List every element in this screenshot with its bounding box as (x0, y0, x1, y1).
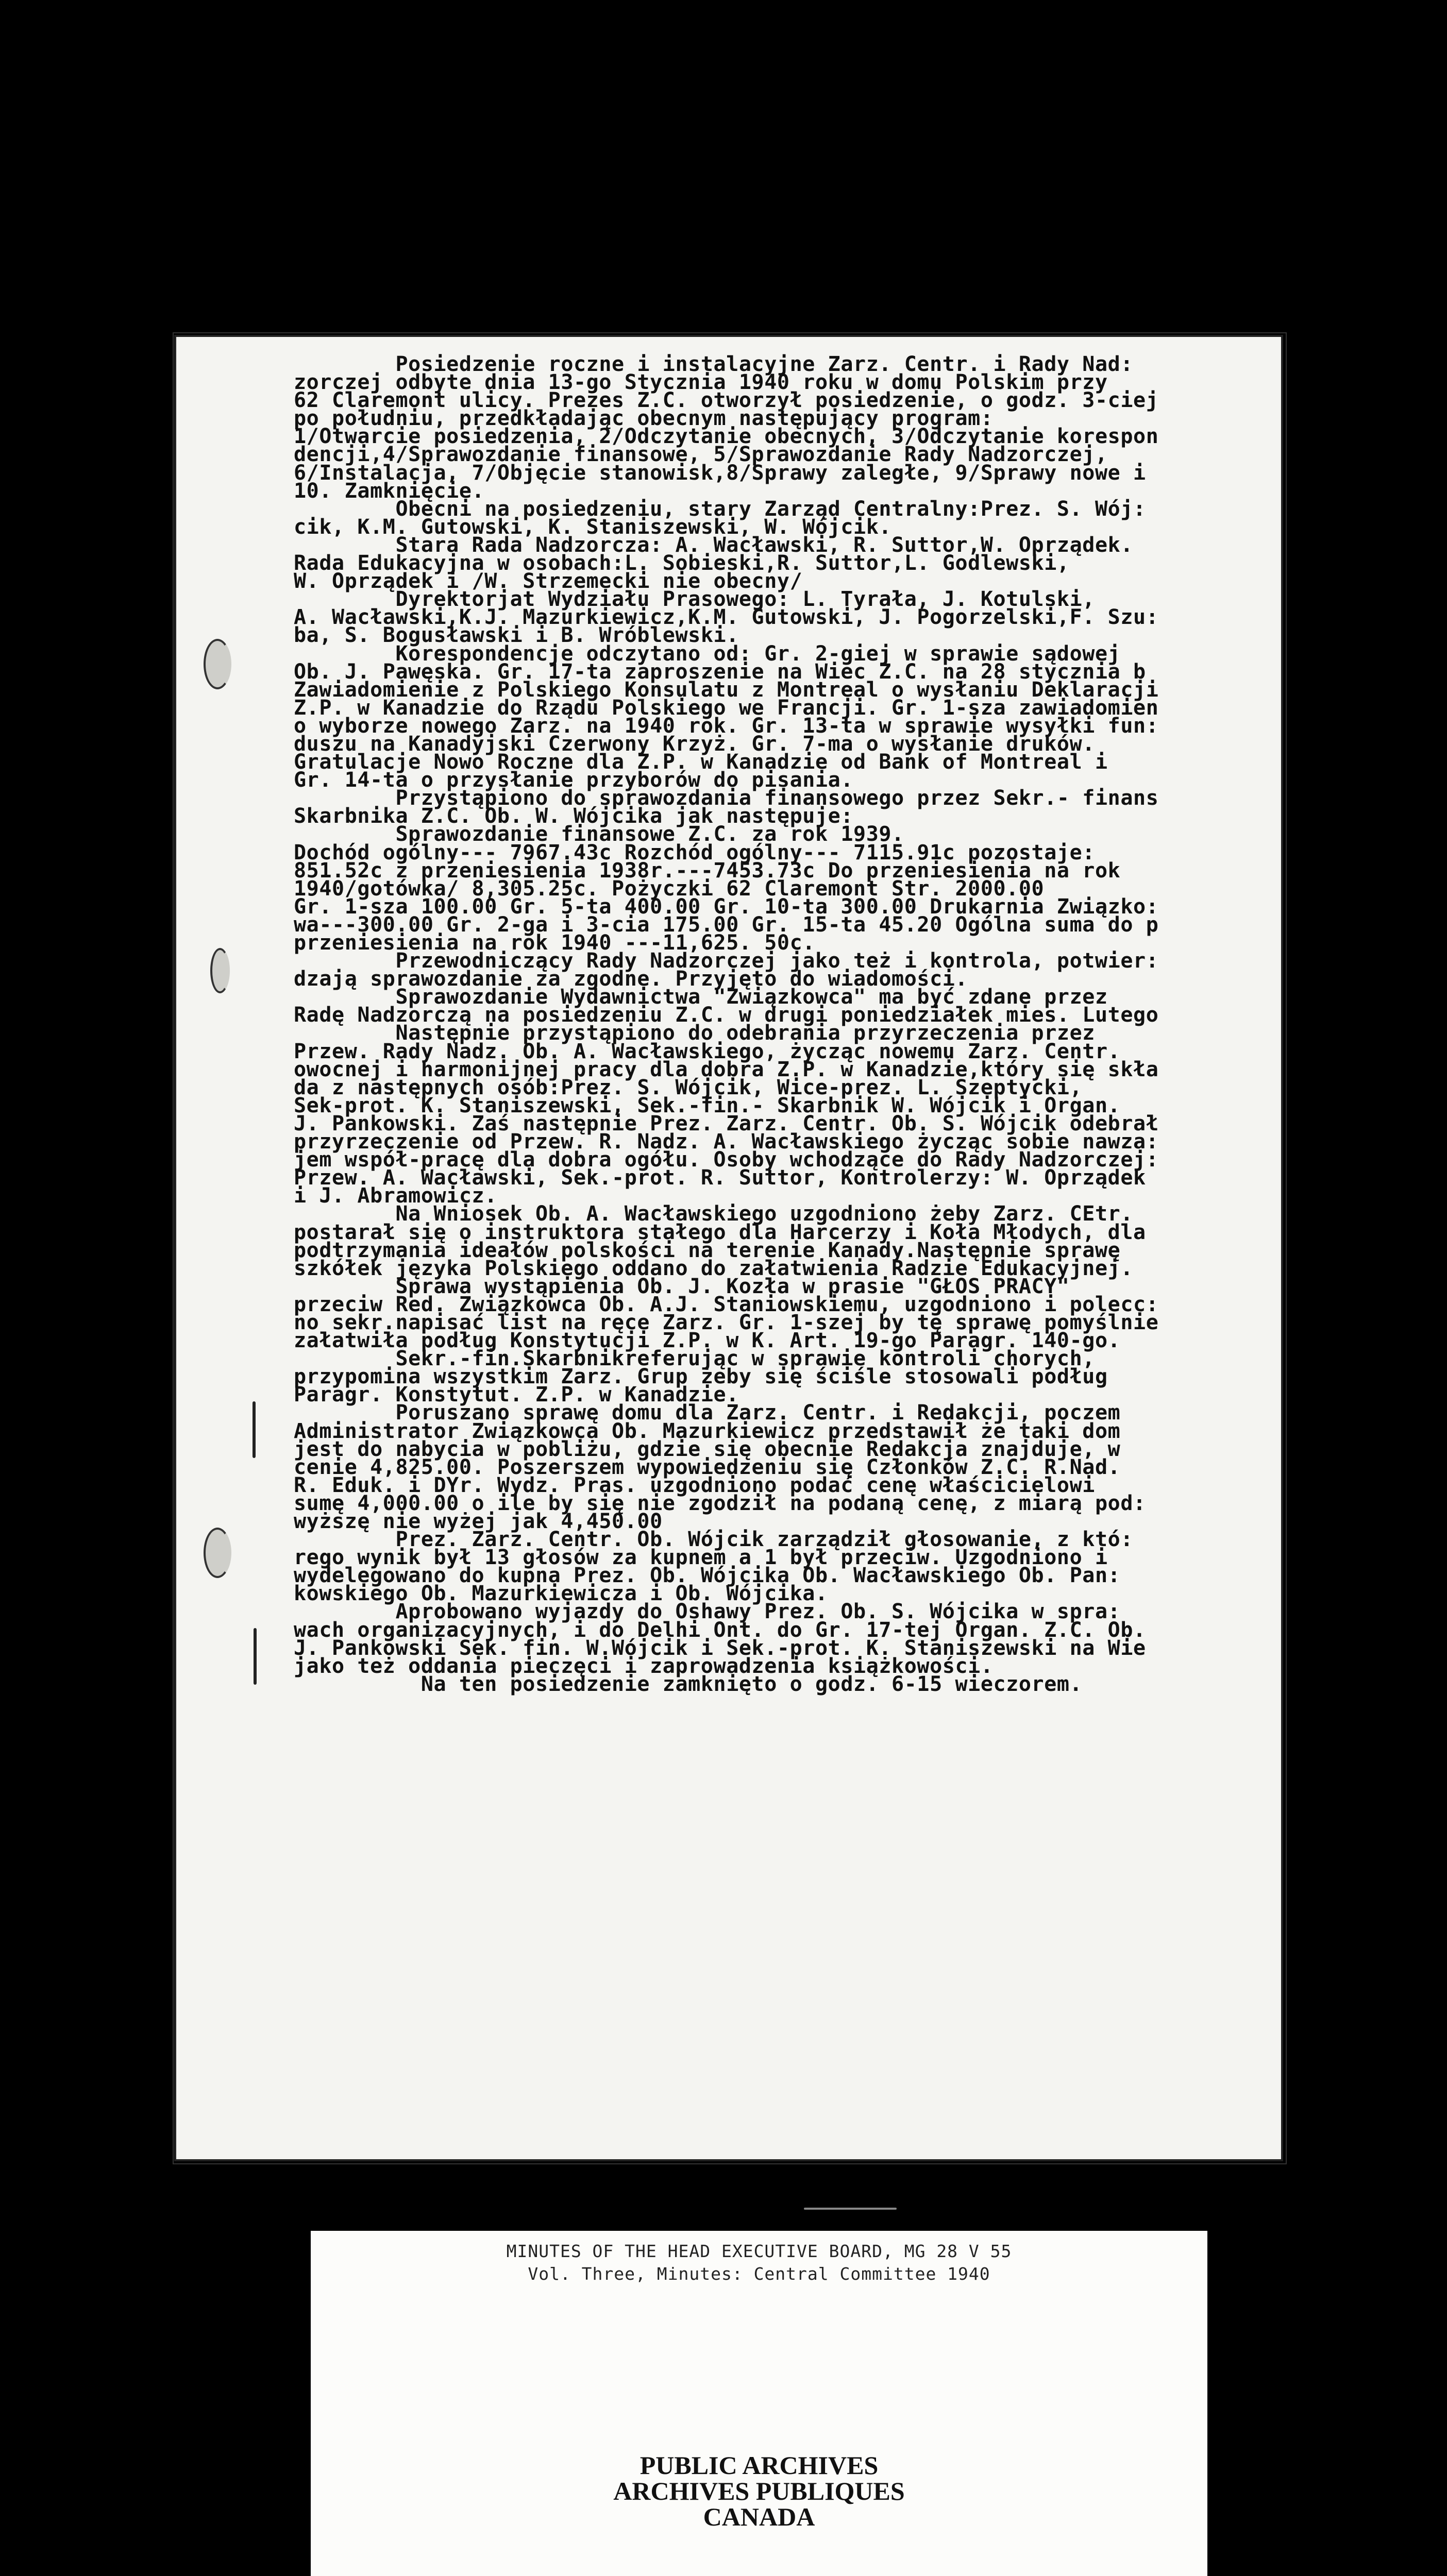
text-line: dencji,4/Sprawozdanie finansowe, 5/Sprawozdanie Rady Nadzorczej, (294, 443, 1108, 467)
text-line: Następnie przystąpiono do odebrania przyrzeczenia przez (294, 1021, 1095, 1045)
text-line: Sprawozdanie finansowe Z.C. za rok 1939. (294, 822, 904, 846)
text-line: po południu, przedkładając obecnym następujący program: (294, 406, 994, 431)
text-line: 6/Instalacja, 7/Objęcie stanowisk,8/Sprawy zaległe, 9/Sprawy nowe i (294, 461, 1146, 485)
text-line: przyrzeczenie od Przew. R. Nadz. A. Wacławskiego życząc sobie nawza: (294, 1130, 1159, 1154)
text-line: Sekr.-fin.Skarbnikreferując w sprawie kontroli chorych, (294, 1347, 1095, 1371)
text-line: Sek-prot. K. Staniszewski, Sek.-fin.- Skarbnik W. Wójcik i Organ. (294, 1093, 1121, 1117)
text-line: 851.52c z przeniesienia 1938r.---7453.73c Do przeniesienia na rok (294, 858, 1121, 883)
text-line: Obecni na posiedzeniu, stary Zarząd Centralny:Prez. S. Wój: (294, 497, 1146, 521)
text-line: Korespondencje odczytano od: Gr. 2-giej w sprawie sądowej (294, 641, 1121, 666)
text-line: 1/Otwarcie posiedzenia, 2/Odczytanie obecnych, 3/Odczytanie korespon (294, 425, 1159, 449)
text-line: wach organizacyjnych, i do Delhi Ont. do Gr. 17-tej Organ. Z.C. Ob. (294, 1618, 1146, 1642)
text-line: przeniesienia na rok 1940 ---11,625. 50c. (294, 931, 815, 955)
text-line: R. Eduk. i DYr. Wydz. Pras. uzgodniono podać cenę właścicielowi (294, 1473, 1095, 1497)
punch-hole-bottom (204, 1528, 231, 1578)
text-line: jako też oddania pieczęci i zaprowadzenia książkowości. (294, 1654, 994, 1678)
text-line: Na Wniosek Ob. A. Wacławskiego uzgodniono żeby Zarz. CEtr. (294, 1202, 1134, 1226)
label-line-2: Vol. Three, Minutes: Central Committee 1940 (528, 2264, 990, 2284)
text-line: Gr. 14-ta o przysłanie przyborów do pisania. (294, 768, 854, 792)
label-archives-publiques: ARCHIVES PUBLIQUES (613, 2477, 905, 2505)
text-line: owocnej i harmonijnej pracy dla dobra Z.P. w Kanadzie,który się skła (294, 1057, 1159, 1081)
text-line: Gr. 1-sza 100.00 Gr. 5-ta 400.00 Gr. 10-ta 300.00 Drukarnia Związko: (294, 894, 1159, 919)
text-line: Skarbnika Z.C. Ob. W. Wójcika jak następuje: (294, 804, 854, 828)
text-line: Prez. Zarz. Centr. Ob. Wójcik zarządził głosowanie, z któ: (294, 1528, 1134, 1552)
text-line: Paragr. Konstytut. Z.P. w Kanadzie. (294, 1383, 739, 1407)
text-line: Sprawa wystąpienia Ob. J. Kozła w prasie "GŁOS PRACY" (294, 1274, 1070, 1298)
text-line: duszu na Kanadyjski Czerwony Krzyż. Gr. 7-ma o wysłanie druków. (294, 732, 1095, 756)
text-line: Posiedzenie roczne i instalacyjne Zarz. Centr. i Rady Nad: (294, 352, 1134, 376)
text-line: Stara Rada Nadzorcza: A. Wacławski, R. Suttor,W. Oprządek. (294, 533, 1134, 557)
text-line: przeciw Red. Związkowca Ob. A.J. Staniowskiemu, uzgodniono i polecc: (294, 1292, 1159, 1316)
label-public-archives: PUBLIC ARCHIVES (640, 2451, 879, 2480)
text-line: Radę Nadzorczą na posiedzeniu Z.C. w drugi poniedziałek mies. Lutego (294, 1003, 1159, 1027)
text-line: Administrator Związkowca Ob. Mazurkiewicz przedstawił że taki dom (294, 1419, 1121, 1443)
text-line: W. Oprządek i /W. Strzemecki nie obecny/ (294, 569, 803, 594)
punch-hole-top (204, 639, 231, 689)
page-smudge (804, 2208, 897, 2210)
text-line: postarał się o instruktora stałego dla Harcerzy i Koła Młodych, dla (294, 1220, 1146, 1244)
text-line: zorczej odbyte dnia 13-go Stycznia 1940 roku w domu Polskim przy (294, 370, 1108, 395)
text-line: załatwiła podług Konstytucji Z.P. w K. Art. 19-go Paragr. 140-go. (294, 1329, 1121, 1353)
text-line: i J. Abramowicz. (294, 1184, 497, 1208)
text-line: no sekr.napisać list na ręce Zarz. Gr. 1-szej by tę sprawę pomyślnie (294, 1310, 1159, 1334)
typed-minutes (294, 352, 1180, 1696)
margin-bracket-upper (253, 1401, 256, 1458)
text-line: Ob. J. Pawęska. Gr. 17-ta zaproszenie na Wiec Z.C. na 28 stycznia b (294, 659, 1146, 684)
text-line: Przewodniczący Rady Nadzorczej jako też i kontrola, potwier: (294, 949, 1159, 973)
text-line: podtrzymania ideałów polskości na terenie Kanady.Następnie sprawę (294, 1238, 1121, 1262)
text-line: A. Wacławski,K.J. Mazurkiewicz,K.M. Gutowski, J. Pogorzelski,F. Szu: (294, 605, 1159, 630)
text-line: cik, K.M. Gutowski, K. Staniszewski, W. Wójcik. (294, 515, 892, 539)
text-line: 62 Claremont ulicy. Prezes Z.C. otworzył posiedzenie, o godz. 3-ciej (294, 388, 1159, 413)
text-line: Gratulacje Nowo Roczne dla Z.P. w Kanadzie od Bank of Montreal i (294, 750, 1108, 774)
punch-hole-middle (210, 948, 230, 993)
text-line: dzają sprawozdanie za zgodne. Przyjęto do wiadomości. (294, 967, 968, 991)
text-line: jest do nabycia w pobliżu, gdzie się obecnie Redakcja znajduje, w (294, 1437, 1121, 1461)
text-line: wa---300.00 Gr. 2-ga i 3-cia 175.00 Gr. 15-ta 45.20 Ogólna suma do p (294, 912, 1159, 937)
text-line: Dyrektorjat Wydziału Prasowego: L. Tyrała, J. Kotulski, (294, 587, 1095, 612)
text-line: Rada Edukacyjna w osobach:L. Sobieski,R. Suttor,L. Godlewski, (294, 551, 1070, 575)
archive-label (311, 2231, 1207, 2576)
text-line: Aprobowano wyjazdy do Oshawy Prez. Ob. S. Wójcika w spra: (294, 1600, 1121, 1624)
text-line: Na ten posiedzenie zamknięto o godz. 6-15 wieczorem. (294, 1672, 1083, 1696)
text-line: J. Pankowski. Zaś następnie Prez. Zarz. Centr. Ob. S. Wójcik odebrał (294, 1111, 1159, 1136)
text-line: ba, S. Bogusławski i B. Wróblewski. (294, 623, 739, 648)
text-line: Z.P. w Kanadzie do Rządu Polskiego we Francji. Gr. 1-sza zawiadomien (294, 696, 1159, 720)
text-line: jem współ-pracę dla dobra ogółu. Osoby wchodzące do Rady Nadzorczej: (294, 1148, 1159, 1172)
text-line: Przew. Rady Nadz. Ob. A. Wacławskiego, życząc nowemu Zarz. Centr. (294, 1039, 1121, 1063)
text-line: Przystąpiono do sprawozdania finansowego przez Sekr.- finans (294, 786, 1159, 810)
text-line: Dochód ogólny--- 7967.43c Rozchód ogólny--- 7115.91c pozostaje: (294, 840, 1095, 865)
text-line: J. Pankowski Sek. fin. W.Wójcik i Sek.-prot. K. Staniszewski na Wie (294, 1636, 1146, 1660)
text-line: 1940/gotówka/ 8,305.25c. Pożyczki 62 Claremont Str. 2000.00 (294, 876, 1045, 901)
text-line: o wyborze nowego Zarz. na 1940 rok. Gr. 13-ta w sprawie wysyłki fun: (294, 714, 1159, 738)
margin-bracket-lower (254, 1628, 257, 1685)
text-line: wyższę nie wyżej jak 4,450.00 (294, 1510, 663, 1533)
archive-label-reference (429, 2231, 1089, 2298)
text-line: da z następnych osób:Prez. S. Wójcik, Wice-prez. L. Szeptycki, (294, 1075, 1083, 1099)
text-line: Przew. A. Wacławski, Sek.-prot. R. Suttor, Kontrolerzy: W. Oprządek (294, 1166, 1146, 1190)
label-line-1: MINUTES OF THE HEAD EXECUTIVE BOARD, MG 28 V 55 (506, 2241, 1012, 2261)
text-line: cenie 4,825.00. Poszerszem wypowiedzeniu się Członków Z.C. R.Nad. (294, 1455, 1121, 1479)
text-line: Sprawozdanie Wydawnictwa "Związkowca" ma być zdane przez (294, 985, 1108, 1009)
text-line: szkółek języka Polskiego oddano do załatwienia Radzie Edukacyjnej. (294, 1256, 1134, 1280)
text-line: kowskiego Ob. Mazurkiewicza i Ob. Wójcika. (294, 1582, 828, 1606)
text-line: przypomina wszystkim Zarz. Grup żeby się ściśle stosowali podług (294, 1365, 1108, 1389)
text-line: wydelegowano do kupna Prez. Ob. Wójcika Ob. Wacławskiego Ob. Pan: (294, 1564, 1121, 1588)
text-line: Zawiadomienie z Polskiego Konsulatu z Montreal o wysłaniu Deklaracji (294, 677, 1159, 702)
text-line: sumę 4,000.00 o ile by się nie zgodził na podaną cenę, z miarą pod: (294, 1491, 1146, 1515)
text-line: 10. Zamknięcie. (294, 479, 485, 503)
text-line: rego wynik był 13 głosów za kupnem a 1 był przeciw. Uzgodniono i (294, 1546, 1108, 1570)
text-line: Poruszano sprawę domu dla Zarz. Centr. i Redakcji, poczem (294, 1401, 1121, 1425)
label-canada: CANADA (703, 2502, 815, 2531)
